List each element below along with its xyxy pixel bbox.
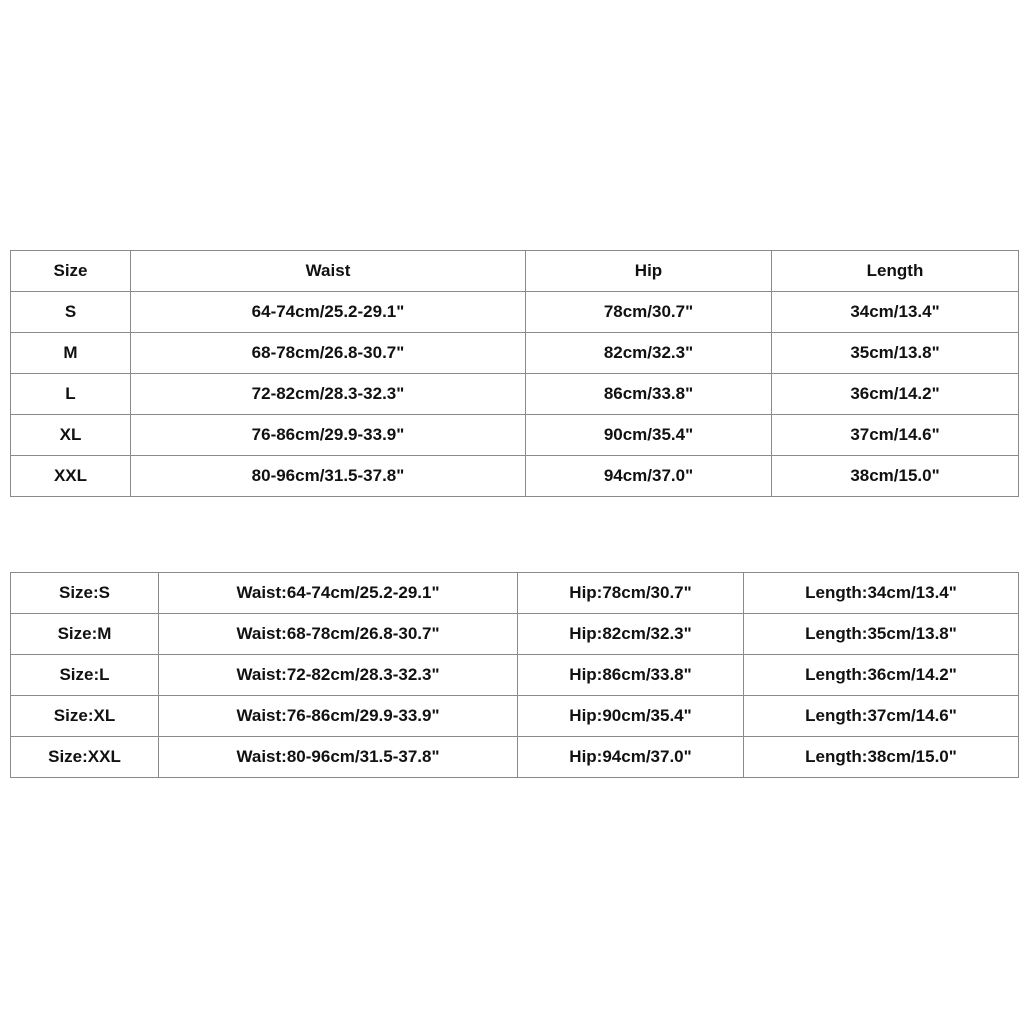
table-row — [11, 333, 1019, 374]
length-cell: Length:38cm/15.0" — [744, 737, 1019, 778]
table-row — [11, 655, 1019, 696]
size-cell: Size:L — [11, 655, 159, 696]
header-hip: Hip — [526, 251, 772, 292]
size-cell: L — [11, 374, 131, 415]
length-cell: 37cm/14.6" — [772, 415, 1019, 456]
size-cell: Size:XXL — [11, 737, 159, 778]
table-row — [11, 292, 1019, 333]
size-cell: XL — [11, 415, 131, 456]
hip-cell: Hip:86cm/33.8" — [518, 655, 744, 696]
waist-cell: Waist:72-82cm/28.3-32.3" — [159, 655, 518, 696]
hip-cell: Hip:78cm/30.7" — [518, 573, 744, 614]
waist-cell: 72-82cm/28.3-32.3" — [131, 374, 526, 415]
waist-cell: 64-74cm/25.2-29.1" — [131, 292, 526, 333]
waist-cell: Waist:80-96cm/31.5-37.8" — [159, 737, 518, 778]
size-cell: Size:M — [11, 614, 159, 655]
waist-cell: Waist:76-86cm/29.9-33.9" — [159, 696, 518, 737]
hip-cell: 90cm/35.4" — [526, 415, 772, 456]
size-cell: Size:XL — [11, 696, 159, 737]
waist-cell: Waist:68-78cm/26.8-30.7" — [159, 614, 518, 655]
hip-cell: 94cm/37.0" — [526, 456, 772, 497]
size-chart-table-labeled — [10, 572, 1019, 778]
length-cell: Length:36cm/14.2" — [744, 655, 1019, 696]
hip-cell: 78cm/30.7" — [526, 292, 772, 333]
waist-cell: Waist:64-74cm/25.2-29.1" — [159, 573, 518, 614]
table-row — [11, 456, 1019, 497]
hip-cell: 82cm/32.3" — [526, 333, 772, 374]
waist-cell: 68-78cm/26.8-30.7" — [131, 333, 526, 374]
hip-cell: Hip:94cm/37.0" — [518, 737, 744, 778]
length-cell: 36cm/14.2" — [772, 374, 1019, 415]
table-row — [11, 696, 1019, 737]
length-cell: 34cm/13.4" — [772, 292, 1019, 333]
length-cell: Length:34cm/13.4" — [744, 573, 1019, 614]
size-cell: XXL — [11, 456, 131, 497]
length-cell: Length:37cm/14.6" — [744, 696, 1019, 737]
hip-cell: Hip:82cm/32.3" — [518, 614, 744, 655]
table-row — [11, 374, 1019, 415]
waist-cell: 76-86cm/29.9-33.9" — [131, 415, 526, 456]
hip-cell: Hip:90cm/35.4" — [518, 696, 744, 737]
waist-cell: 80-96cm/31.5-37.8" — [131, 456, 526, 497]
length-cell: Length:35cm/13.8" — [744, 614, 1019, 655]
table-row — [11, 614, 1019, 655]
table-row — [11, 415, 1019, 456]
size-cell: M — [11, 333, 131, 374]
size-cell: S — [11, 292, 131, 333]
header-waist: Waist — [131, 251, 526, 292]
length-cell: 35cm/13.8" — [772, 333, 1019, 374]
header-length: Length — [772, 251, 1019, 292]
table-header-row — [11, 251, 1019, 292]
header-size: Size — [11, 251, 131, 292]
table-row — [11, 737, 1019, 778]
length-cell: 38cm/15.0" — [772, 456, 1019, 497]
hip-cell: 86cm/33.8" — [526, 374, 772, 415]
table-row — [11, 573, 1019, 614]
size-cell: Size:S — [11, 573, 159, 614]
size-chart-table-columns — [10, 250, 1019, 497]
